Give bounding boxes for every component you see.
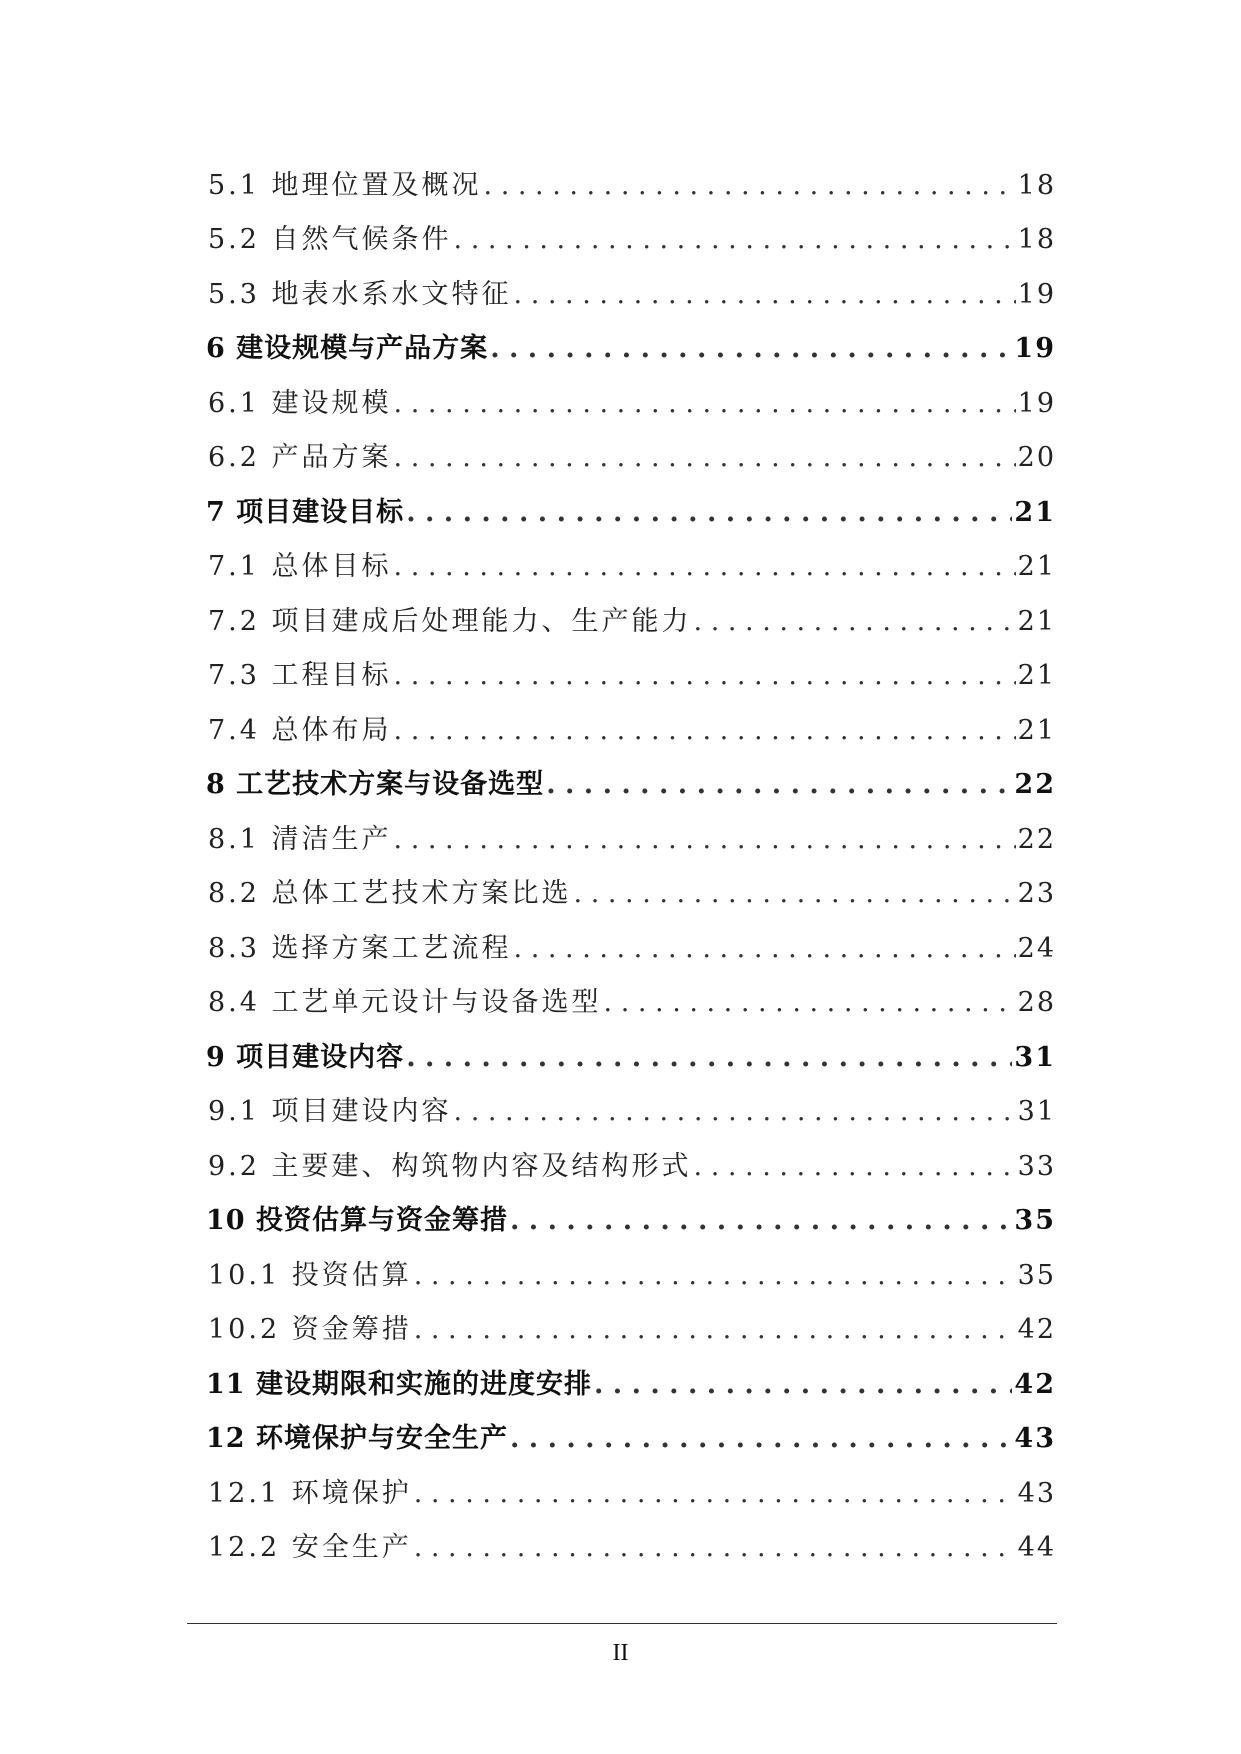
toc-entry-page-number: 22 xyxy=(1014,769,1056,801)
toc-section-entry[interactable] xyxy=(206,158,1056,213)
toc-entry-page-number: 35 xyxy=(1014,1205,1056,1237)
toc-entry-title: 12.2 安全生产 xyxy=(208,1532,412,1564)
toc-dot-leader xyxy=(454,1098,1016,1125)
toc-entry-title: 5.3 地表水系水文特征 xyxy=(208,278,512,310)
toc-section-entry[interactable] xyxy=(206,812,1056,867)
toc-entry-title: 8 工艺技术方案与设备选型 xyxy=(206,769,545,801)
toc-dot-leader xyxy=(694,608,1016,635)
toc-entry-title: 12 环境保护与安全生产 xyxy=(206,1423,508,1455)
toc-section-entry[interactable] xyxy=(206,1085,1056,1140)
toc-section-entry[interactable] xyxy=(206,976,1056,1031)
page-number: II xyxy=(612,1640,629,1666)
toc-entry-title: 5.1 地理位置及概况 xyxy=(208,169,482,201)
toc-entry-page-number: 18 xyxy=(1017,169,1056,201)
toc-chapter-entry[interactable] xyxy=(206,758,1056,813)
toc-section-entry[interactable] xyxy=(206,1303,1056,1358)
toc-chapter-entry[interactable] xyxy=(206,1194,1056,1249)
toc-entry-page-number: 28 xyxy=(1017,987,1056,1019)
toc-entry-title: 10 投资估算与资金筹措 xyxy=(206,1205,508,1237)
toc-entry-title: 7.2 项目建成后处理能力、生产能力 xyxy=(208,605,692,637)
toc-entry-title: 8.1 清洁生产 xyxy=(208,823,392,855)
toc-entry-title: 7.3 工程目标 xyxy=(208,660,392,692)
toc-dot-leader xyxy=(694,1153,1016,1180)
toc-entry-page-number: 44 xyxy=(1017,1532,1056,1564)
toc-chapter-entry[interactable] xyxy=(206,322,1056,377)
toc-entry-page-number: 21 xyxy=(1017,660,1056,692)
toc-entry-page-number: 43 xyxy=(1017,1477,1056,1509)
toc-section-entry[interactable] xyxy=(206,540,1056,595)
toc-entry-page-number: 21 xyxy=(1014,496,1056,528)
toc-dot-leader xyxy=(394,662,1016,689)
toc-dot-leader xyxy=(510,1425,1012,1452)
footer-divider xyxy=(187,1623,1057,1624)
toc-dot-leader xyxy=(414,1534,1016,1561)
toc-dot-leader xyxy=(490,335,1012,362)
toc-dot-leader xyxy=(394,444,1016,471)
toc-dot-leader xyxy=(406,1044,1012,1071)
toc-dot-leader xyxy=(604,989,1016,1016)
toc-entry-page-number: 42 xyxy=(1017,1314,1056,1346)
toc-section-entry[interactable] xyxy=(206,594,1056,649)
toc-section-entry[interactable] xyxy=(206,1521,1056,1576)
toc-dot-leader xyxy=(414,1262,1016,1289)
toc-entry-title: 7.4 总体布局 xyxy=(208,714,392,746)
toc-entry-page-number: 21 xyxy=(1017,605,1056,637)
toc-entry-title: 8.4 工艺单元设计与设备选型 xyxy=(208,987,602,1019)
toc-entry-page-number: 21 xyxy=(1017,551,1056,583)
toc-entry-title: 9.2 主要建、构筑物内容及结构形式 xyxy=(208,1150,692,1182)
toc-entry-page-number: 18 xyxy=(1017,224,1056,256)
toc-entry-title: 6.1 建设规模 xyxy=(208,387,392,419)
toc-entry-page-number: 33 xyxy=(1017,1150,1056,1182)
toc-section-entry[interactable] xyxy=(206,431,1056,486)
toc-entry-page-number: 43 xyxy=(1014,1423,1056,1455)
toc-section-entry[interactable] xyxy=(206,1248,1056,1303)
toc-entry-title: 9.1 项目建设内容 xyxy=(208,1096,452,1128)
toc-entry-title: 8.3 选择方案工艺流程 xyxy=(208,932,512,964)
toc-chapter-entry[interactable] xyxy=(206,1030,1056,1085)
table-of-contents xyxy=(206,158,1056,1575)
toc-section-entry[interactable] xyxy=(206,703,1056,758)
toc-entry-title: 6.2 产品方案 xyxy=(208,442,392,474)
toc-entry-page-number: 21 xyxy=(1017,714,1056,746)
toc-dot-leader xyxy=(394,390,1016,417)
toc-dot-leader xyxy=(394,826,1016,853)
toc-entry-page-number: 42 xyxy=(1014,1368,1056,1400)
toc-dot-leader xyxy=(394,553,1016,580)
toc-entry-page-number: 20 xyxy=(1017,442,1056,474)
toc-chapter-entry[interactable] xyxy=(206,1357,1056,1412)
toc-entry-page-number: 19 xyxy=(1014,333,1056,365)
toc-entry-title: 7.1 总体目标 xyxy=(208,551,392,583)
toc-dot-leader xyxy=(406,499,1012,526)
toc-dot-leader xyxy=(414,1316,1016,1343)
toc-entry-page-number: 31 xyxy=(1014,1041,1056,1073)
toc-entry-page-number: 23 xyxy=(1017,878,1056,910)
toc-entry-title: 8.2 总体工艺技术方案比选 xyxy=(208,878,572,910)
toc-entry-page-number: 19 xyxy=(1017,387,1056,419)
toc-dot-leader xyxy=(546,771,1012,798)
toc-dot-leader xyxy=(484,172,1016,199)
toc-entry-page-number: 24 xyxy=(1017,932,1056,964)
toc-section-entry[interactable] xyxy=(206,213,1056,268)
toc-chapter-entry[interactable] xyxy=(206,1412,1056,1467)
toc-dot-leader xyxy=(514,935,1016,962)
toc-entry-page-number: 22 xyxy=(1017,823,1056,855)
toc-dot-leader xyxy=(510,1207,1012,1234)
toc-entry-title: 7 项目建设目标 xyxy=(206,496,405,528)
toc-section-entry[interactable] xyxy=(206,921,1056,976)
toc-dot-leader xyxy=(594,1371,1012,1398)
toc-dot-leader xyxy=(394,717,1016,744)
toc-entry-title: 11 建设期限和实施的进度安排 xyxy=(206,1368,592,1400)
toc-dot-leader xyxy=(574,880,1016,907)
toc-entry-title: 6 建设规模与产品方案 xyxy=(206,333,489,365)
toc-entry-title: 5.2 自然气候条件 xyxy=(208,224,452,256)
toc-entry-page-number: 31 xyxy=(1017,1096,1056,1128)
toc-section-entry[interactable] xyxy=(206,1466,1056,1521)
toc-chapter-entry[interactable] xyxy=(206,485,1056,540)
toc-entry-title: 10.1 投资估算 xyxy=(208,1259,412,1291)
toc-section-entry[interactable] xyxy=(206,867,1056,922)
toc-dot-leader xyxy=(454,226,1016,253)
toc-entry-page-number: 19 xyxy=(1017,278,1056,310)
toc-section-entry[interactable] xyxy=(206,376,1056,431)
toc-section-entry[interactable] xyxy=(206,1139,1056,1194)
toc-entry-page-number: 35 xyxy=(1017,1259,1056,1291)
toc-section-entry[interactable] xyxy=(206,267,1056,322)
toc-entry-title: 9 项目建设内容 xyxy=(206,1041,405,1073)
toc-dot-leader xyxy=(514,281,1016,308)
toc-section-entry[interactable] xyxy=(206,649,1056,704)
toc-entry-title: 12.1 环境保护 xyxy=(208,1477,412,1509)
toc-entry-title: 10.2 资金筹措 xyxy=(208,1314,412,1346)
toc-dot-leader xyxy=(414,1480,1016,1507)
